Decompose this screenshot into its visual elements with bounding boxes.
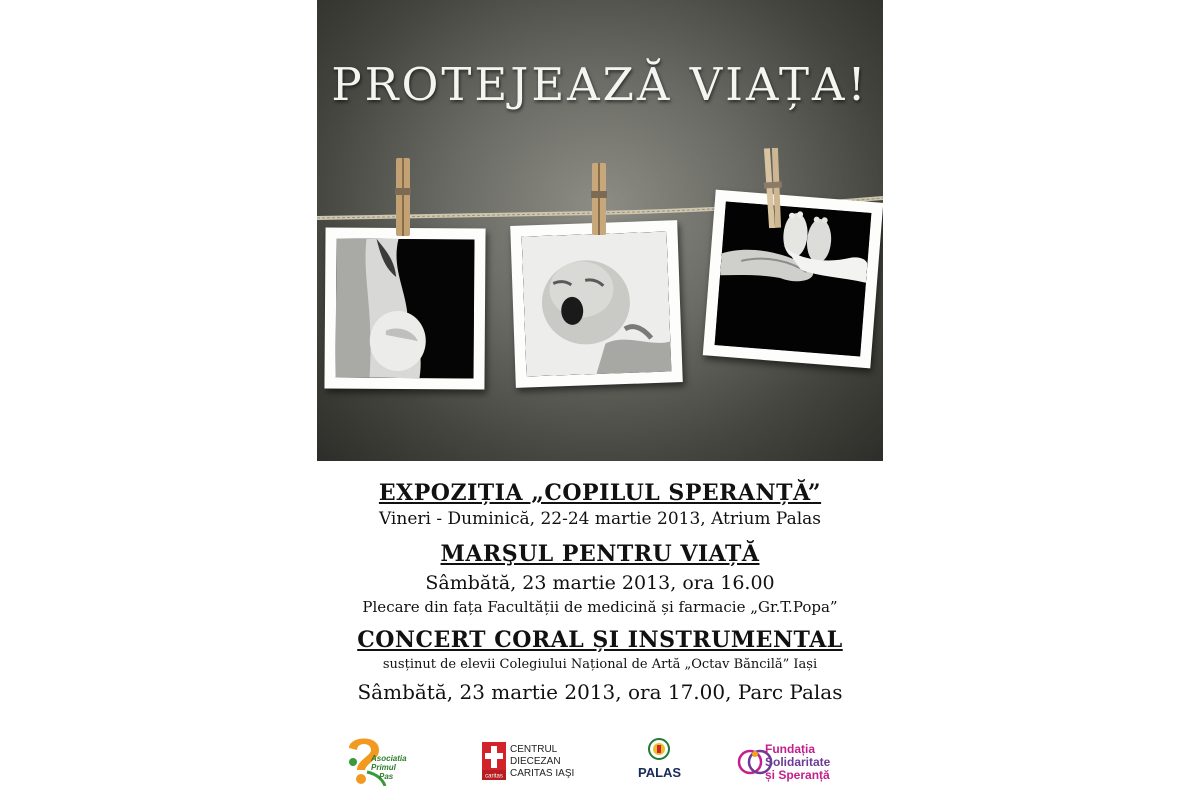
- palas-name: PALAS: [638, 765, 682, 780]
- poster-title: PROTEJEAZĂ VIAȚA!: [331, 58, 869, 111]
- poster: [317, 0, 883, 800]
- primul-pas-line2: Primul: [371, 763, 396, 772]
- caritas-line2: DIECEZAN: [510, 756, 561, 767]
- hero-banner: [317, 0, 883, 461]
- caritas-line1: CENTRUL: [510, 744, 558, 755]
- palas-emblem-icon: [648, 738, 670, 760]
- event-heading-expozitia: EXPOZIȚIA „COPILUL SPERANȚĂ”: [378, 480, 822, 506]
- clothespin-icon: [590, 163, 608, 235]
- photo-baby-feet: [703, 190, 883, 369]
- logo-caritas-iasi: [482, 732, 592, 792]
- crying-newborn-image: [522, 232, 672, 377]
- clothespin-icon: [762, 148, 784, 229]
- photo-pregnant-woman: [324, 227, 485, 389]
- caritas-line3: CARITAS IAŞI: [510, 768, 575, 779]
- event-date-marsul: Sâmbătă, 23 martie 2013, ora 16.00: [425, 572, 775, 594]
- logo-fundatia-solidaritate: [737, 732, 877, 792]
- fundatia-line2: Solidaritate: [765, 755, 831, 769]
- caritas-cross-icon: [482, 742, 506, 780]
- event-heading-concert: CONCERT CORAL ȘI INSTRUMENTAL: [357, 627, 843, 653]
- event-date-concert: Sâmbătă, 23 martie 2013, ora 17.00, Parc Palas: [357, 680, 843, 704]
- fundatia-line3: și Speranță: [765, 768, 830, 782]
- logo-palas: [630, 732, 690, 792]
- caritas-badge-text: caritas: [485, 773, 503, 780]
- baby-feet-image: [715, 201, 872, 356]
- event-details-expozitia: Vineri - Duminică, 22-24 martie 2013, Atrium Palas: [378, 509, 822, 529]
- logo-asociatia-primul-pas: [341, 732, 421, 792]
- photo-crying-newborn: [510, 220, 683, 388]
- fundatia-line1: Fundația: [765, 742, 815, 756]
- pregnant-woman-image: [336, 239, 475, 379]
- clothespin-icon: [394, 158, 412, 236]
- primul-pas-line1: Asociatia: [371, 754, 407, 763]
- event-heading-marsul: MARŞUL PENTRU VIAȚĂ: [440, 541, 760, 567]
- primul-pas-line3: Pas: [379, 772, 394, 781]
- event-performers-concert: susținut de elevii Colegiului Național de Artă „Octav Băncilă” Iași: [382, 657, 818, 672]
- event-location-marsul: Plecare din fața Facultății de medicină și farmacie „Gr.T.Popa”: [362, 598, 838, 616]
